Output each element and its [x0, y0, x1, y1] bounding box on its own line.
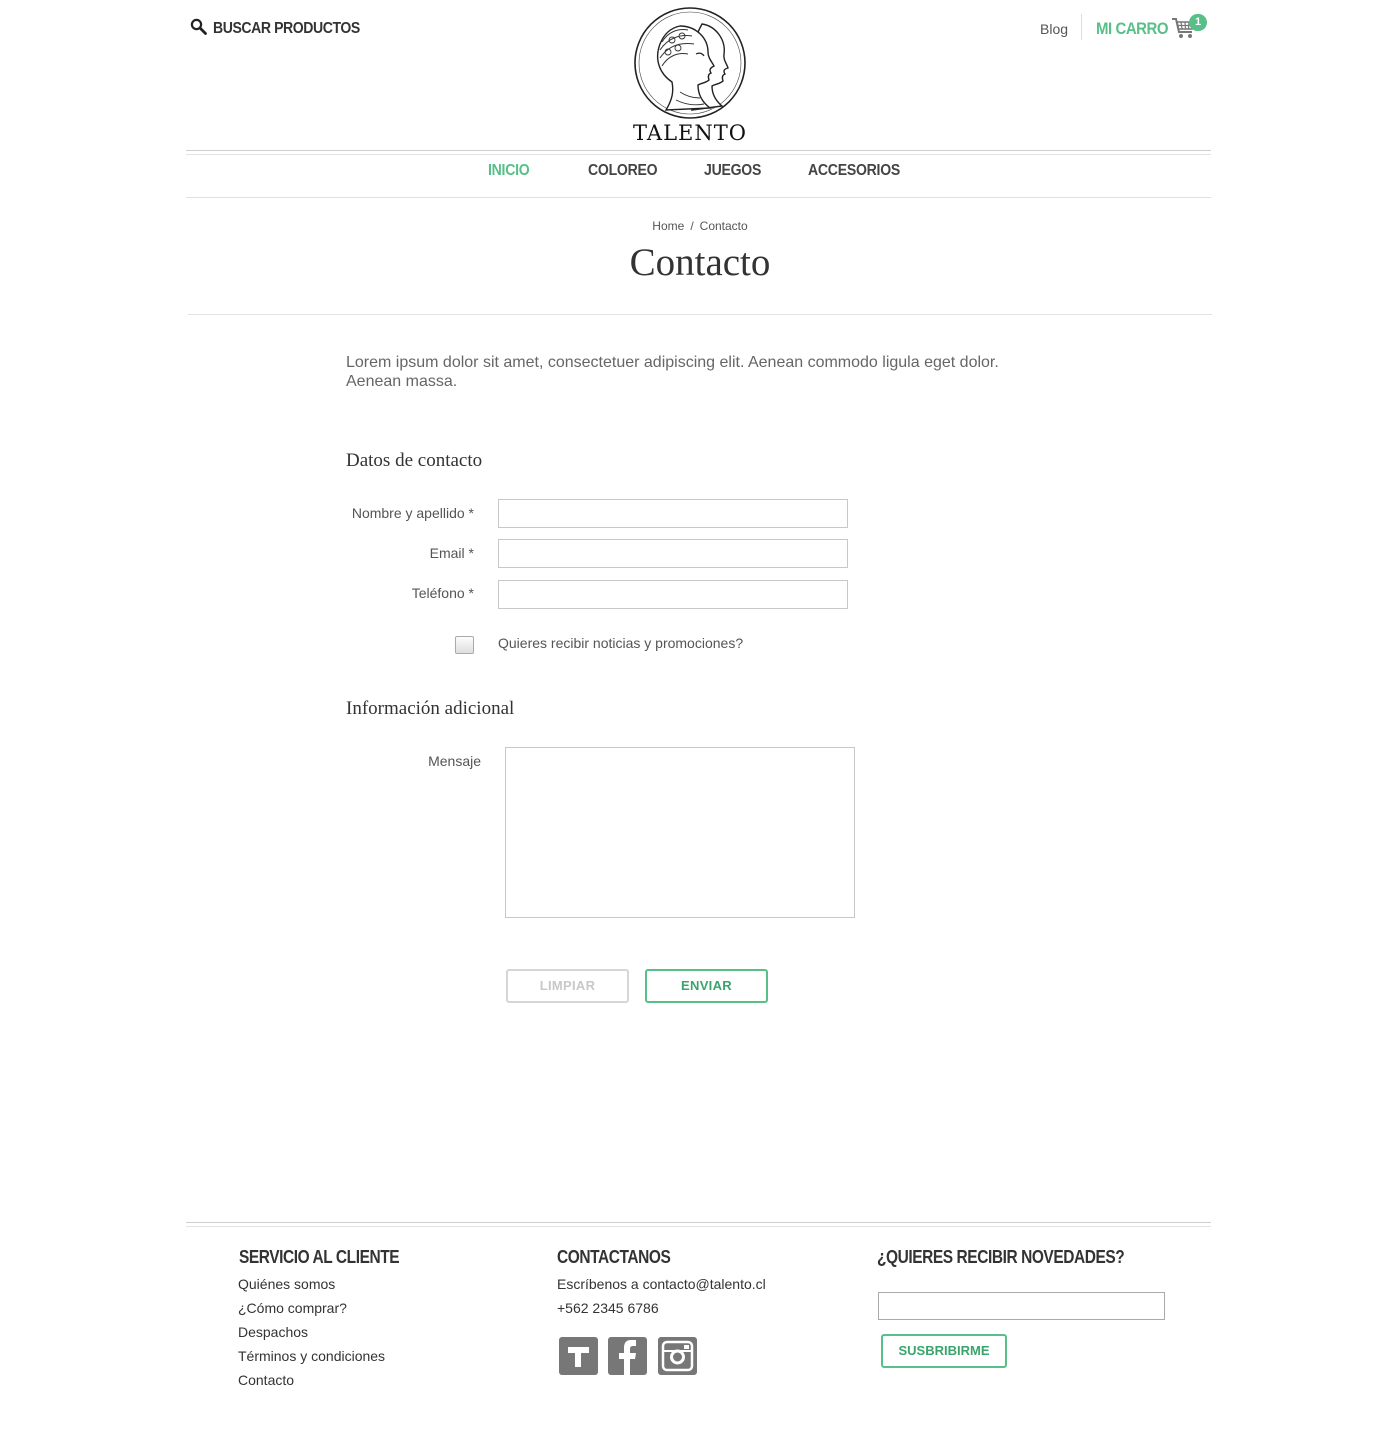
logo-wordmark: TALENTO [633, 121, 747, 145]
breadcrumb [0, 219, 1400, 233]
subscribe-button[interactable]: SUSBRIBIRME [881, 1334, 1007, 1368]
nav-top-rule-inner [186, 154, 1211, 155]
title-divider [188, 314, 1212, 315]
footer-service-heading: SERVICIO AL CLIENTE [239, 1247, 400, 1267]
nav-item-juegos[interactable]: JUEGOS [704, 162, 762, 179]
breadcrumb-home[interactable]: Home [652, 219, 685, 233]
blog-link[interactable]: Blog [1040, 21, 1069, 37]
clear-button[interactable]: LIMPIAR [506, 969, 629, 1003]
talento-logo[interactable] [630, 6, 752, 146]
nav-item-accesorios[interactable]: ACCESORIOS [808, 162, 901, 179]
footer-top-rule-inner [186, 1226, 1211, 1227]
footer-contact-heading: CONTACTANOS [557, 1247, 671, 1267]
cart-link[interactable]: MI CARRO [1096, 19, 1169, 38]
contact-section-title: Datos de contacto [346, 450, 483, 471]
footer-top-rule [186, 1222, 1211, 1223]
phone-label: Teléfono * [411, 585, 474, 601]
footer-newsletter-heading: ¿QUIERES RECIBIR NOVEDADES? [877, 1247, 1125, 1267]
footer-link-como-comprar[interactable]: ¿Cómo comprar? [238, 1300, 347, 1316]
email-label: Email * [429, 545, 474, 561]
newsletter-checkbox[interactable] [455, 636, 474, 654]
footer-link-quienes-somos[interactable]: Quiénes somos [238, 1276, 336, 1292]
search-icon [190, 18, 207, 40]
intro-text: Lorem ipsum dolor sit amet, consectetuer adipiscing elit. Aenean commodo ligula eget dolor. Aenean massa. [346, 354, 999, 390]
search-label: BUSCAR PRODUCTOS [213, 20, 360, 37]
phone-input[interactable] [498, 580, 848, 609]
breadcrumb-current: Contacto [699, 219, 748, 233]
newsletter-checkbox-label[interactable]: Quieres recibir noticias y promociones? [498, 635, 744, 651]
search-button[interactable] [190, 18, 380, 40]
footer-link-terminos[interactable]: Términos y condiciones [238, 1348, 386, 1364]
main-nav [0, 162, 1400, 186]
page-title: Contacto [629, 241, 771, 284]
footer-link-despachos[interactable]: Despachos [238, 1324, 309, 1340]
nav-item-coloreo[interactable]: COLOREO [588, 162, 658, 179]
additional-section-title: Información adicional [346, 698, 515, 719]
message-textarea[interactable] [505, 747, 855, 918]
email-input[interactable] [498, 539, 848, 568]
instagram-icon[interactable] [658, 1337, 697, 1375]
nav-bottom-rule [186, 197, 1211, 198]
footer-link-contacto[interactable]: Contacto [238, 1372, 295, 1388]
name-input[interactable] [498, 499, 848, 528]
twitter-icon[interactable] [559, 1337, 598, 1375]
footer-contact-email: Escríbenos a contacto@talento.cl [557, 1276, 766, 1292]
cart-count-badge: 1 [1189, 14, 1207, 31]
footer-contact-phone: +562 2345 6786 [557, 1300, 659, 1316]
name-label: Nombre y apellido * [351, 505, 474, 521]
send-button[interactable]: ENVIAR [645, 969, 768, 1003]
nav-item-inicio[interactable]: INICIO [488, 162, 530, 179]
facebook-icon[interactable] [608, 1337, 647, 1375]
breadcrumb-separator: / [690, 219, 694, 233]
nav-top-rule [186, 150, 1211, 151]
message-label: Mensaje [428, 753, 481, 769]
newsletter-email-input[interactable] [878, 1292, 1165, 1320]
header-divider [1081, 14, 1082, 40]
